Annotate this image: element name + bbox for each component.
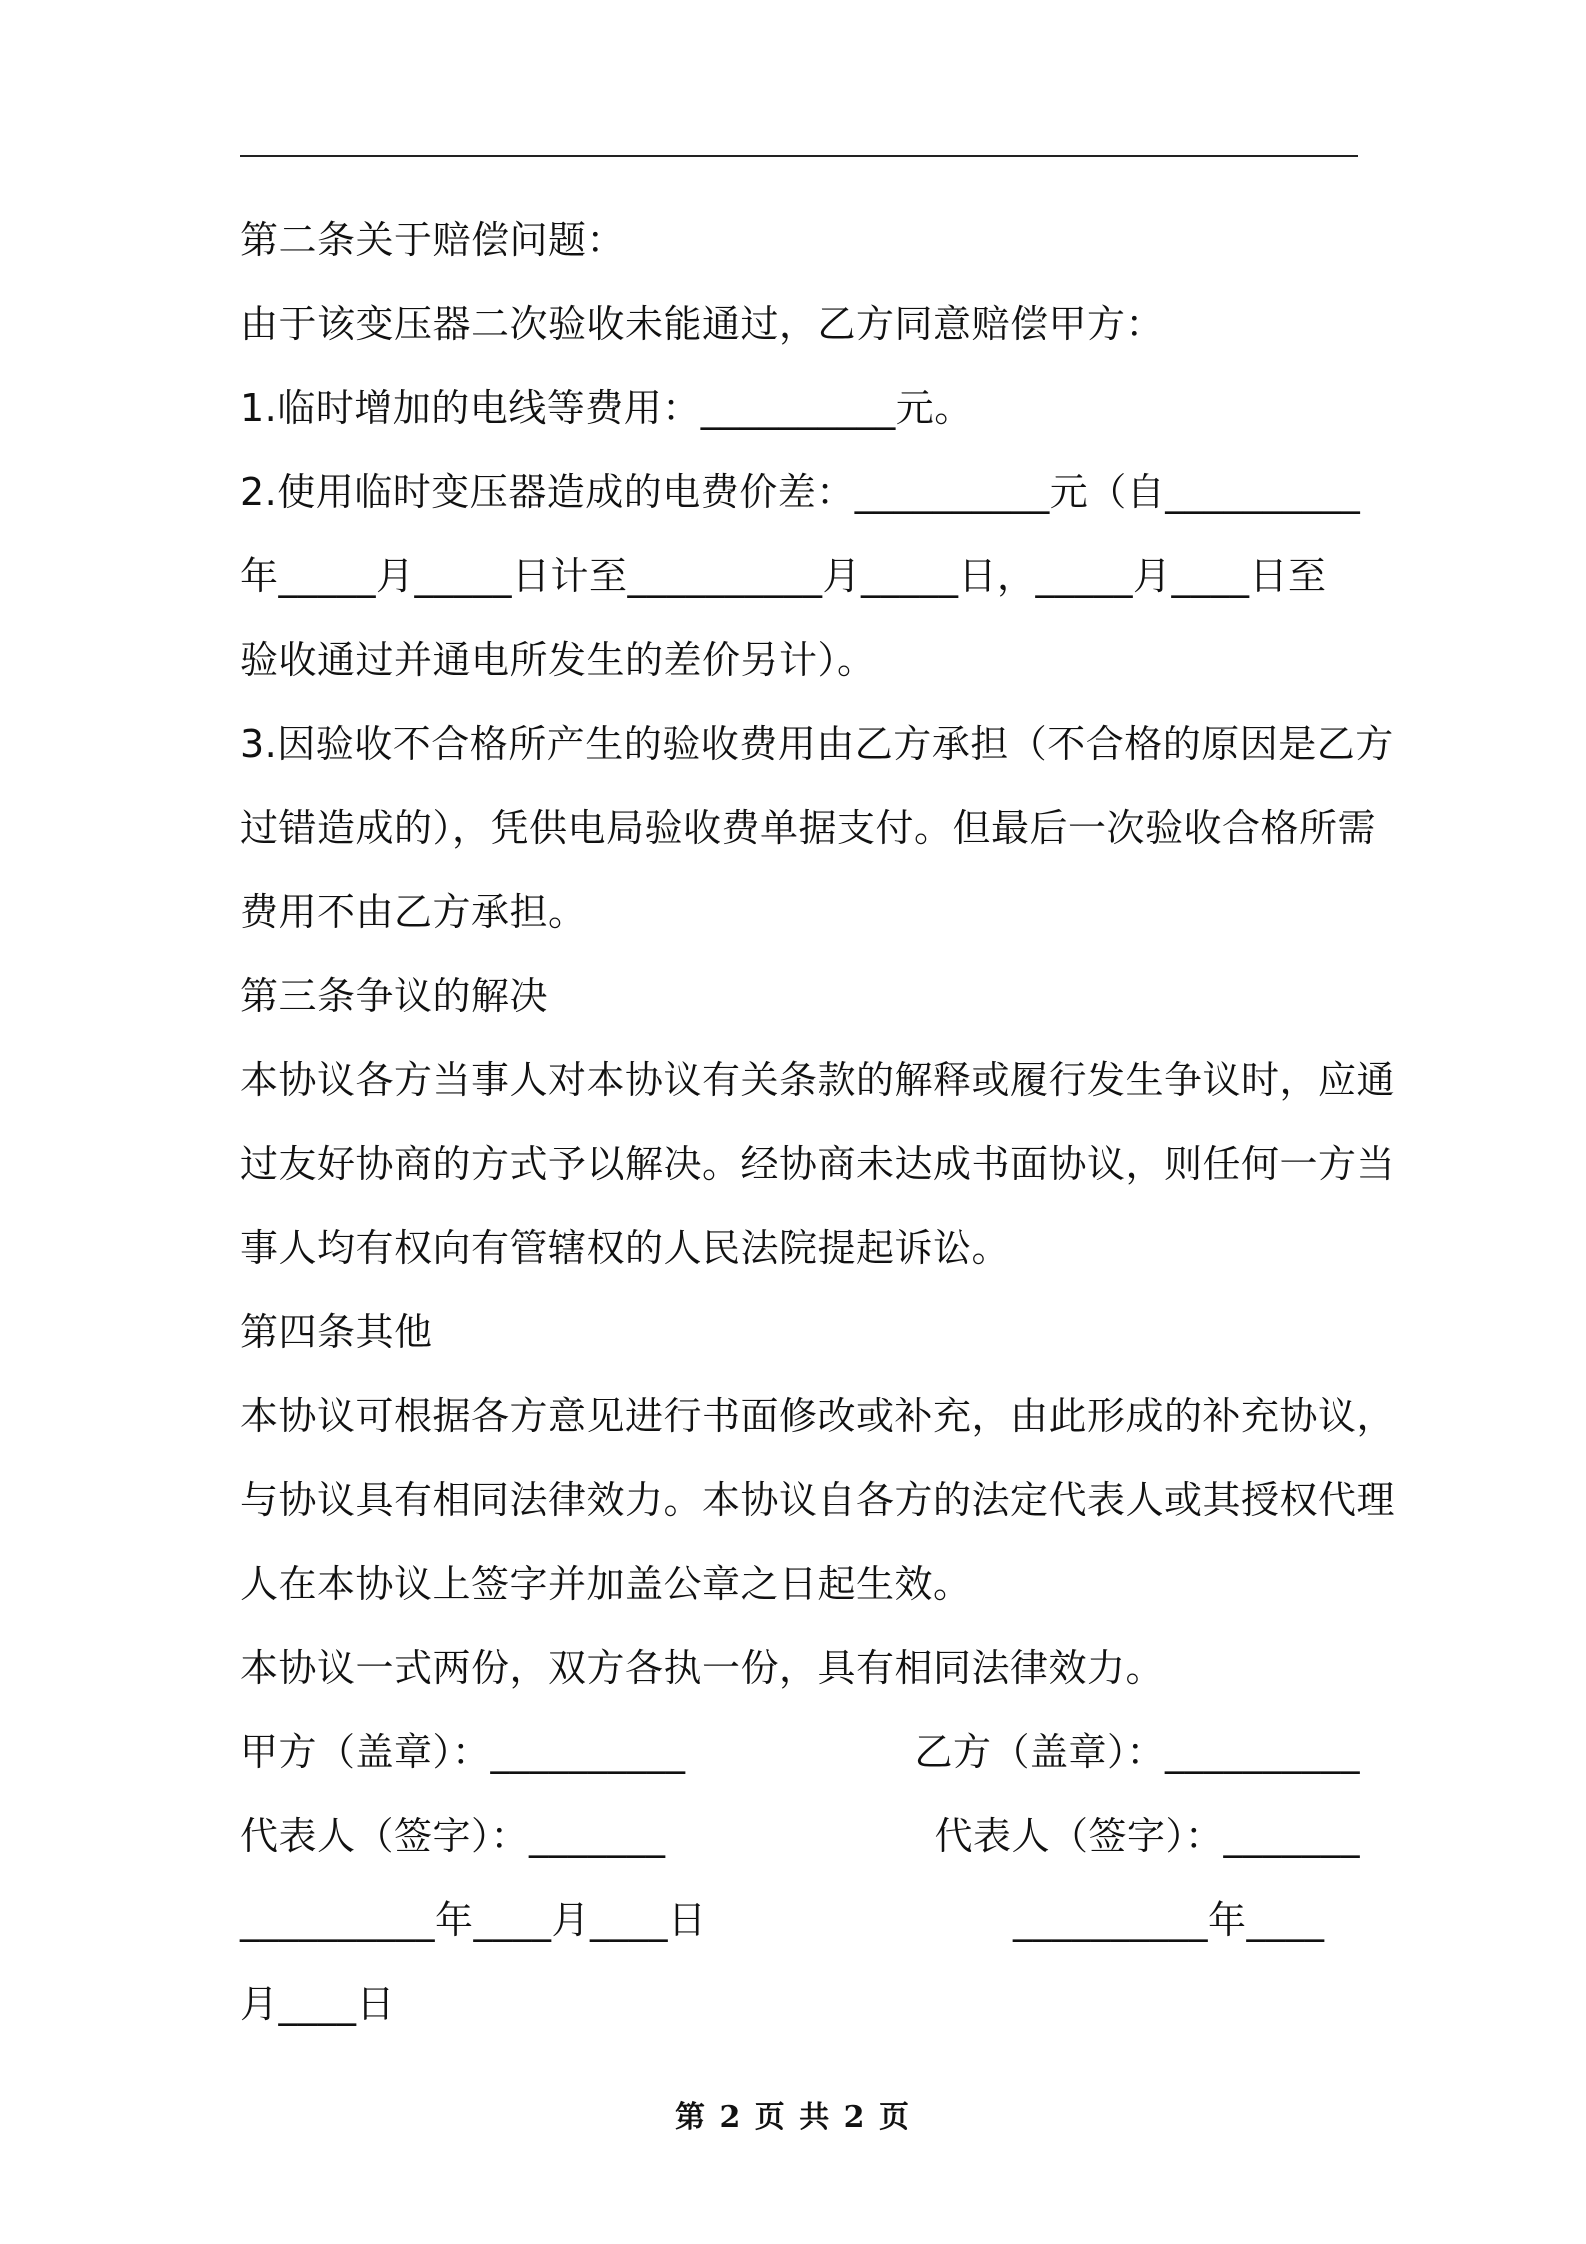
clause-item-cont: 验收通过并通电所发生的差价另计）。 [240,638,876,682]
party-a-rep-field: 代表人（签字）：_______ [240,1814,666,1858]
party-a-seal-field: 甲方（盖章）：__________ [240,1730,686,1774]
paragraph-cont: 事人均有权向有管辖权的人民法院提起诉讼。 [240,1226,1011,1270]
clause-item: 3.因验收不合格所产生的验收费用由乙方承担（不合格的原因是乙方 [240,722,1394,766]
party-b-seal-field: 乙方（盖章）：__________ [914,1730,1360,1774]
paragraph: 本协议一式两份，双方各执一份，具有相同法律效力。 [240,1646,1165,1690]
clause-item-cont: 费用不由乙方承担。 [240,890,587,934]
header-rule [240,155,1358,157]
paragraph: 本协议可根据各方意见进行书面修改或补充，由此形成的补充协议， [240,1394,1396,1438]
signature-rep-row [240,1794,1360,1878]
paragraph: 由于该变压器二次验收未能通过，乙方同意赔偿甲方： [240,302,1165,346]
document-body [240,198,1396,2046]
signature-date-row [240,1878,1360,1962]
party-a-date-field: __________年____月____日 [240,1898,707,1942]
signature-seal-row [240,1710,1360,1794]
party-b-date-field-cont: 月____日 [240,1982,396,2026]
clause-item-cont: 过错造成的），凭供电局验收费单据支付。但最后一次验收合格所需 [240,806,1377,850]
party-b-date-field: __________年____ [1013,1898,1325,1942]
paragraph-cont: 人在本协议上签字并加盖公章之日起生效。 [240,1562,972,1606]
article-3-heading: 第三条争议的解决 [240,974,549,1018]
clause-item: 2.使用临时变压器造成的电费价差：__________元（自__________ [240,470,1361,514]
paragraph-cont: 与协议具有相同法律效力。本协议自各方的法定代表人或其授权代理 [240,1478,1396,1522]
paragraph: 本协议各方当事人对本协议有关条款的解释或履行发生争议时，应通 [240,1058,1396,1102]
paragraph-cont: 过友好协商的方式予以解决。经协商未达成书面协议，则任何一方当 [240,1142,1396,1186]
article-4-heading: 第四条其他 [240,1310,433,1354]
clause-item-cont: 年_____月_____日计至__________月_____日，_____月____日至 [240,554,1327,598]
article-2-heading: 第二条关于赔偿问题： [240,218,626,262]
clause-item: 1.临时增加的电线等费用：__________元。 [240,386,973,430]
page-number: 第 2 页 共 2 页 [675,2100,911,2135]
party-b-rep-field: 代表人（签字）：_______ [934,1814,1360,1858]
